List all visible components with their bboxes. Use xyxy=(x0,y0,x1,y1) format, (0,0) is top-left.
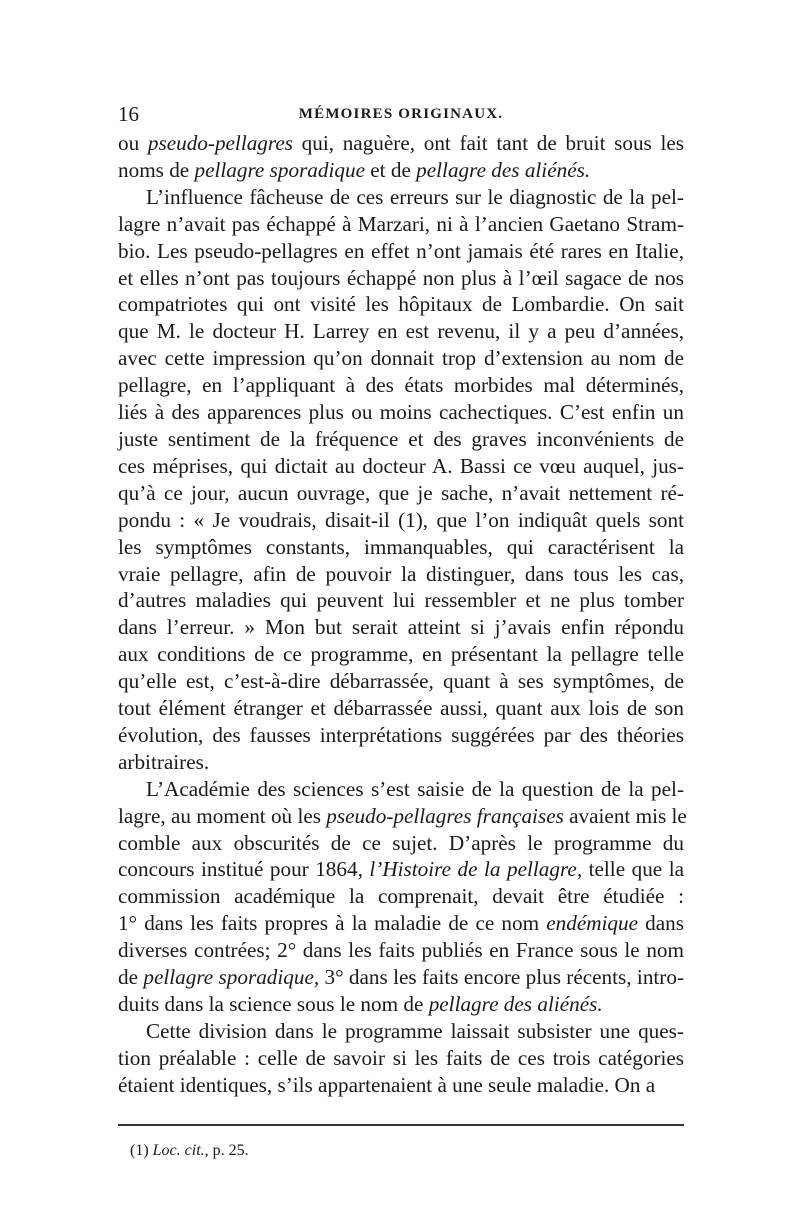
text-line xyxy=(118,1018,684,1045)
text-line xyxy=(118,1072,684,1099)
text-line xyxy=(118,964,684,991)
footnote-page: p. 25. xyxy=(208,1142,249,1159)
text-line xyxy=(118,372,684,399)
text-line xyxy=(118,883,684,910)
text-line xyxy=(118,641,684,668)
italic-text: pellagre des aliénés. xyxy=(428,992,603,1016)
text-run: concours institué pour 1864, xyxy=(118,857,370,882)
text-line xyxy=(118,534,684,561)
footnote-rule xyxy=(118,1124,684,1126)
italic-text: endémique xyxy=(546,911,639,936)
text-run: L’Académie des sciences s’est saisie de la question de la pel- xyxy=(146,776,684,801)
text-run: telle que la xyxy=(582,857,684,882)
text-run: qu’elle est, c’est-à-dire débarrassée, quant à ses symptômes, de xyxy=(118,669,684,694)
text-run: d’autres maladies qui peuvent lui ressembler et ne plus tomber xyxy=(118,588,684,613)
italic-text: pellagre des aliénés. xyxy=(416,157,591,182)
text-run: tion préalable : celle de savoir si les faits de ces trois catégories xyxy=(118,1045,684,1070)
text-line xyxy=(118,318,684,345)
text-run: juste sentiment de la fréquence et des graves inconvénients de xyxy=(118,426,684,451)
text-line xyxy=(118,265,684,292)
page-number: 16 xyxy=(118,102,139,126)
text-line xyxy=(118,507,684,534)
paragraph xyxy=(118,184,684,776)
text-line xyxy=(118,345,684,372)
text-run: pondu : « Je voudrais, disait-il (1), que l’on indiquât quels sont xyxy=(118,507,684,532)
text-run: commission académique la comprenait, devait être étudiée : xyxy=(118,884,684,909)
text-run: duits dans la science sous le nom de xyxy=(118,992,429,1016)
footnote xyxy=(130,1140,249,1162)
text-line xyxy=(118,157,684,184)
text-line xyxy=(118,1045,684,1072)
paragraph xyxy=(118,1018,684,1099)
text-line xyxy=(118,668,684,695)
body-text xyxy=(118,130,687,1099)
text-run: lagre n’avait pas échappé à Marzari, ni à l’ancien Gaetano Stram- xyxy=(118,211,684,236)
text-line xyxy=(118,426,684,453)
text-run: tout élément étranger et débarrassée aussi, quant aux lois de son xyxy=(118,696,684,721)
text-run: noms de xyxy=(118,157,195,182)
text-run: bio. Les pseudo-pellagres en effet n’ont jamais été rares en Italie, xyxy=(118,238,684,263)
text-run: les symptômes constants, immanquables, qui caractérisent la xyxy=(118,534,684,559)
text-line xyxy=(118,803,687,830)
text-line xyxy=(118,614,684,641)
italic-text: pseudo-pellagres xyxy=(147,131,294,155)
text-run: avec cette impression qu’on donnait trop d’extension au nom de xyxy=(118,346,684,371)
page-header xyxy=(118,100,684,128)
text-run: avaient mis le xyxy=(563,803,687,828)
text-run: évolution, des fausses interprétations suggérées par des théories xyxy=(118,722,684,747)
running-title: MÉMOIRES ORIGINAUX. xyxy=(298,106,504,122)
text-run: et de xyxy=(364,157,417,182)
text-run: liés à des apparences plus ou moins cachectiques. C’est enfin un xyxy=(118,400,684,425)
italic-text: pseudo-pellagres françaises xyxy=(326,803,564,828)
text-line xyxy=(118,587,684,614)
text-line xyxy=(118,211,684,238)
text-line xyxy=(118,291,684,318)
text-run: que M. le docteur H. Larrey en est revenu, il y a peu d’années, xyxy=(118,319,684,344)
footnote-marker: (1) xyxy=(130,1142,153,1159)
text-line xyxy=(118,130,684,157)
text-line xyxy=(118,695,684,722)
footnote-source: Loc. cit., xyxy=(152,1142,209,1159)
text-run: ces méprises, qui dictait au docteur A. Bassi ce vœu auquel, jus- xyxy=(118,453,684,478)
text-run: et elles n’ont pas toujours échappé non plus à l’œil sagace de nos xyxy=(118,265,684,290)
text-run: ou xyxy=(118,131,148,155)
text-line xyxy=(118,561,684,588)
text-run: arbitraires. xyxy=(118,749,210,774)
text-run: 1° dans les faits propres à la maladie de ce nom xyxy=(118,911,547,936)
text-line xyxy=(118,399,684,426)
text-run: aux conditions de ce programme, en présentant la pellagre telle xyxy=(118,642,684,667)
text-line xyxy=(118,480,684,507)
text-line xyxy=(118,991,684,1018)
text-run: compatriotes qui ont visité les hôpitaux de Lombardie. On sait xyxy=(118,292,684,317)
text-run: 3° dans les faits encore plus récents, intro- xyxy=(319,965,685,990)
text-run: dans l’erreur. » Mon but serait atteint si j’avais enfin répondu xyxy=(118,615,684,640)
text-line xyxy=(118,830,684,857)
text-run: lagre, au moment où les xyxy=(118,803,327,828)
text-run: vraie pellagre, afin de pouvoir la distinguer, dans tous les cas, xyxy=(118,561,684,586)
paragraph xyxy=(118,130,684,184)
text-run: qui, naguère, ont fait tant de bruit sous les xyxy=(293,131,685,155)
italic-text: pellagre sporadique xyxy=(194,157,365,182)
text-run: étaient identiques, s’ils appartenaient à une seule maladie. On a xyxy=(118,1072,656,1097)
text-line xyxy=(118,453,684,480)
text-run: Cette division dans le programme laissait subsister une ques- xyxy=(146,1018,684,1043)
text-line xyxy=(118,776,684,803)
text-run: qu’à ce jour, aucun ouvrage, que je sache, n’avait nettement ré- xyxy=(118,480,684,505)
text-run: diverses contrées; 2° dans les faits publiés en France sous le nom xyxy=(118,938,684,963)
text-line xyxy=(118,749,684,776)
text-line xyxy=(118,184,684,211)
text-run: comble aux obscurités de ce sujet. D’après le programme du xyxy=(118,830,684,855)
text-line xyxy=(118,856,684,883)
paragraph xyxy=(118,776,687,1018)
text-run: L’influence fâcheuse de ces erreurs sur le diagnostic de la pel- xyxy=(146,184,684,209)
text-line xyxy=(118,937,684,964)
text-line xyxy=(118,722,684,749)
text-line xyxy=(118,910,684,937)
italic-text: l’Histoire de la pellagre, xyxy=(369,857,583,882)
text-run: dans xyxy=(638,911,684,936)
italic-text: pellagre sporadique, xyxy=(143,965,320,990)
text-run: pellagre, en l’appliquant à des états morbides mal déterminés, xyxy=(118,373,684,398)
text-run: de xyxy=(118,965,144,990)
text-line xyxy=(118,238,684,265)
